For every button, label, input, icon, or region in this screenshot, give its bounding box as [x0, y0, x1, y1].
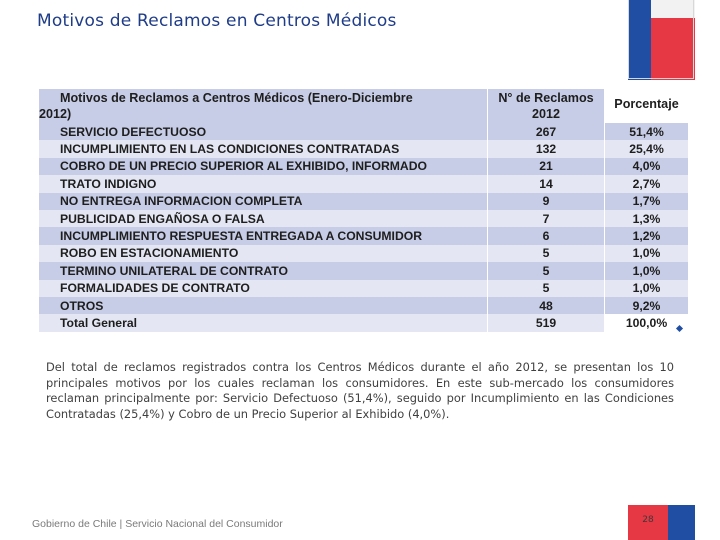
table-row	[39, 210, 688, 227]
row-porcentaje: 2,7%	[604, 175, 688, 192]
row-porcentaje: 4,0%	[604, 158, 688, 175]
footer-flag	[628, 505, 695, 540]
row-reclamos: 14	[487, 175, 604, 192]
table-row	[39, 280, 688, 297]
row-porcentaje: 1,0%	[604, 245, 688, 262]
table-row	[39, 262, 688, 279]
table-total-row	[39, 314, 688, 331]
row-motivo: INCUMPLIMIENTO RESPUESTA ENTREGADA A CONSUMIDOR	[60, 229, 423, 244]
row-motivo: TRATO INDIGNO	[60, 176, 157, 191]
row-porcentaje: 1,7%	[604, 193, 688, 210]
row-reclamos: 9	[487, 193, 604, 210]
slide-title: Motivos de Reclamos en Centros Médicos	[37, 11, 397, 31]
table-body	[39, 123, 688, 314]
header-motivos	[39, 89, 487, 123]
row-motivo: SERVICIO DEFECTUOSO	[60, 124, 207, 139]
row-porcentaje: 1,0%	[604, 262, 688, 279]
row-reclamos: 267	[487, 123, 604, 140]
row-porcentaje: 51,4%	[604, 123, 688, 140]
row-motivo: COBRO DE UN PRECIO SUPERIOR AL EXHIBIDO, INFORMADO	[60, 159, 428, 174]
table-row	[39, 175, 688, 192]
description-text: Del total de reclamos registrados contra los Centros Médicos durante el año 2012, se presentan los 10 principales motivos por los cuales reclaman los consumidores. En este sub-mercado los consumidores reclaman principalmente por: Servicio Defectuoso (51,4%), seguido por Incumplimiento en las Condiciones Contratadas (25,4%) y Cobro de un Precio Superior al Exhibido (4,0%).	[46, 360, 674, 421]
row-porcentaje: 1,0%	[604, 280, 688, 297]
table-row	[39, 158, 688, 175]
row-reclamos: 132	[487, 140, 604, 157]
header-motivos-line1: Motivos de Reclamos a Centros Médicos (Enero-Diciembre	[60, 91, 413, 105]
header-motivos-line2: 2012)	[39, 107, 72, 121]
row-reclamos: 7	[487, 210, 604, 227]
header-reclamos	[487, 89, 604, 123]
row-reclamos: 5	[487, 262, 604, 279]
header-reclamos-line1: N° de Reclamos	[498, 91, 594, 105]
row-porcentaje: 1,2%	[604, 227, 688, 244]
page-number: 28	[642, 515, 654, 525]
row-motivo: TERMINO UNILATERAL DE CONTRATO	[60, 263, 288, 278]
total-label: Total General	[60, 315, 137, 330]
total-reclamos: 519	[487, 314, 604, 331]
table-row	[39, 123, 688, 140]
total-porcentaje: 100,0%	[604, 314, 688, 331]
row-motivo: NO ENTREGA INFORMACION COMPLETA	[60, 194, 303, 209]
table-row	[39, 227, 688, 244]
table-row	[39, 140, 688, 157]
row-motivo: INCUMPLIMIENTO EN LAS CONDICIONES CONTRATADAS	[60, 142, 400, 157]
row-porcentaje: 9,2%	[604, 297, 688, 314]
row-reclamos: 5	[487, 280, 604, 297]
row-reclamos: 6	[487, 227, 604, 244]
table-header	[39, 89, 688, 123]
footer-org-logo: Gobierno de Chile | Servicio Nacional del Consumidor	[32, 518, 283, 530]
header-reclamos-line2: 2012	[531, 107, 561, 121]
row-reclamos: 5	[487, 245, 604, 262]
complaints-table	[39, 89, 688, 332]
row-reclamos: 21	[487, 158, 604, 175]
row-reclamos: 48	[487, 297, 604, 314]
row-motivo: PUBLICIDAD ENGAÑOSA O FALSA	[60, 211, 265, 226]
row-motivo: OTROS	[60, 298, 104, 313]
table-row	[39, 245, 688, 262]
row-motivo: FORMALIDADES DE CONTRATO	[60, 281, 250, 296]
table-row	[39, 193, 688, 210]
table-row	[39, 297, 688, 314]
header-porcentaje: Porcentaje	[604, 89, 688, 123]
row-porcentaje: 1,3%	[604, 210, 688, 227]
row-motivo: ROBO EN ESTACIONAMIENTO	[60, 246, 239, 261]
row-porcentaje: 25,4%	[604, 140, 688, 157]
chile-flag-logo	[628, 0, 695, 80]
